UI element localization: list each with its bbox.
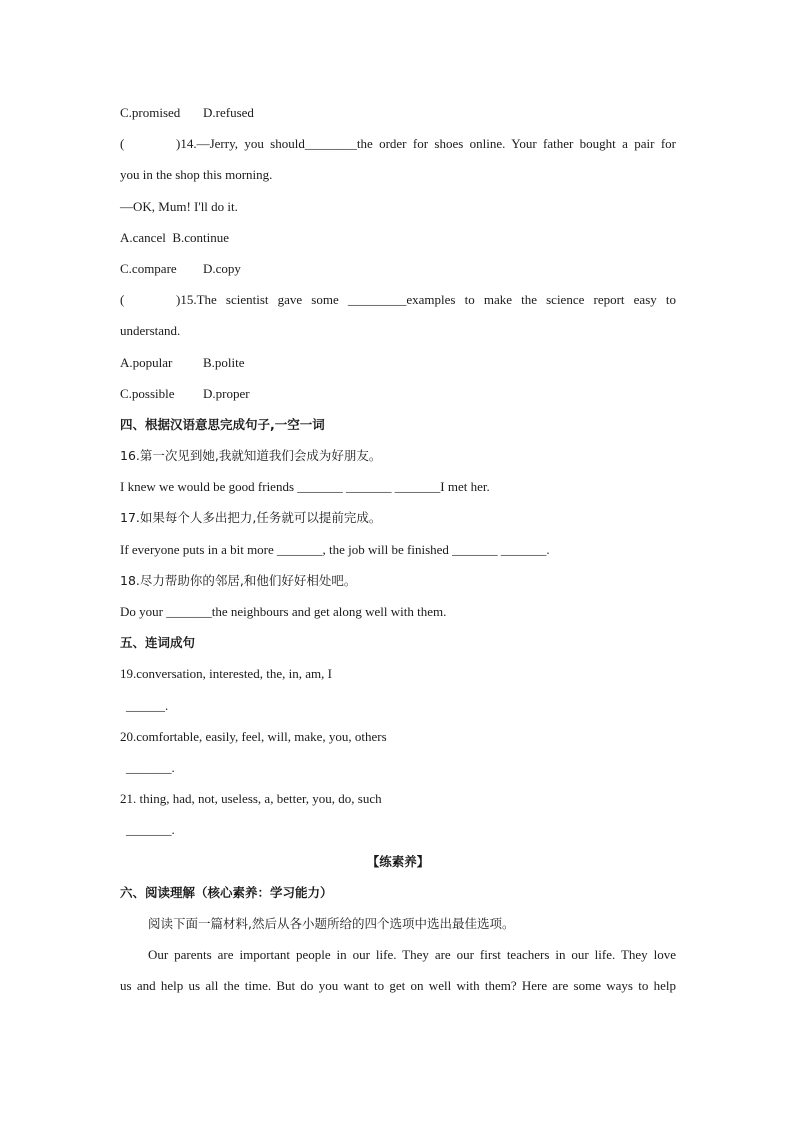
q17-chinese: 17.如果每个人多出把力,任务就可以提前完成。 bbox=[120, 510, 382, 526]
q13-option-c: C.promised bbox=[120, 105, 181, 120]
q15-option-b: B.polite bbox=[203, 354, 245, 370]
q15-option-c: C.possible bbox=[120, 385, 175, 401]
passage-line-1: Our parents are important people in our life. They are our first teachers in our life. They love bbox=[148, 947, 676, 963]
q19-answer-blank: ______. bbox=[126, 697, 169, 713]
q15-stem-text: )15.The scientist gave some _________examples to make the science report easy to bbox=[176, 292, 676, 308]
practice-title: 【练素养】 bbox=[366, 853, 430, 869]
q14-stem bbox=[120, 128, 676, 159]
section4-heading: 四、根据汉语意思完成句子,一空一词 bbox=[120, 416, 325, 432]
q14-option-b: B.continue bbox=[172, 229, 230, 245]
q14-option-a: A.cancel bbox=[120, 229, 166, 245]
worksheet-page bbox=[120, 97, 676, 1001]
q15-option-d: D.proper bbox=[203, 385, 250, 401]
q15-stem-cont: understand. bbox=[120, 323, 181, 339]
q21-answer-blank: _______. bbox=[126, 822, 175, 838]
q14-reply: —OK, Mum! I'll do it. bbox=[120, 198, 238, 214]
q20-answer-blank: _______. bbox=[126, 759, 175, 775]
q14-answer-paren: ( bbox=[120, 136, 125, 152]
q14-option-d: D.copy bbox=[203, 260, 241, 276]
q13-option-d: D.refused bbox=[203, 105, 254, 120]
q14-option-c: C.compare bbox=[120, 260, 177, 276]
q14-stem-text: )14.—Jerry, you should________the order for shoes online. Your father bought a pair for bbox=[176, 136, 676, 152]
q16-english: I knew we would be good friends _______ _______ _______I met her. bbox=[120, 479, 490, 495]
q19-words: 19.conversation, interested, the, in, am, I bbox=[120, 666, 332, 682]
q20-words: 20.comfortable, easily, feel, will, make, you, others bbox=[120, 728, 387, 744]
q15-options-ab bbox=[120, 347, 676, 378]
q15-option-a: A.popular bbox=[120, 354, 173, 370]
q15-options-cd bbox=[120, 378, 676, 409]
section6-instruction: 阅读下面一篇材料,然后从各小题所给的四个选项中选出最佳选项。 bbox=[148, 915, 515, 931]
q18-english: Do your _______the neighbours and get along well with them. bbox=[120, 604, 447, 619]
q18-chinese: 18.尽力帮助你的邻居,和他们好好相处吧。 bbox=[120, 572, 357, 588]
section5-heading: 五、连词成句 bbox=[120, 635, 196, 651]
q17-english: If everyone puts in a bit more _______, the job will be finished _______ _______. bbox=[120, 541, 550, 557]
section6-heading: 六、阅读理解（核心素养：学习能力） bbox=[120, 884, 333, 900]
q14-stem-cont: you in the shop this morning. bbox=[120, 167, 273, 183]
passage-line-2: us and help us all the time. But do you want to get on well with them? Here are some ways to help bbox=[120, 978, 676, 994]
q15-stem bbox=[120, 284, 676, 315]
q14-options-ab bbox=[120, 222, 676, 253]
q15-answer-paren: ( bbox=[120, 292, 125, 308]
q21-words: 21. thing, had, not, useless, a, better, you, do, such bbox=[120, 791, 382, 807]
q14-options-cd bbox=[120, 253, 676, 284]
q16-chinese: 16.第一次见到她,我就知道我们会成为好朋友。 bbox=[120, 448, 382, 464]
q13-options-row bbox=[120, 97, 676, 128]
